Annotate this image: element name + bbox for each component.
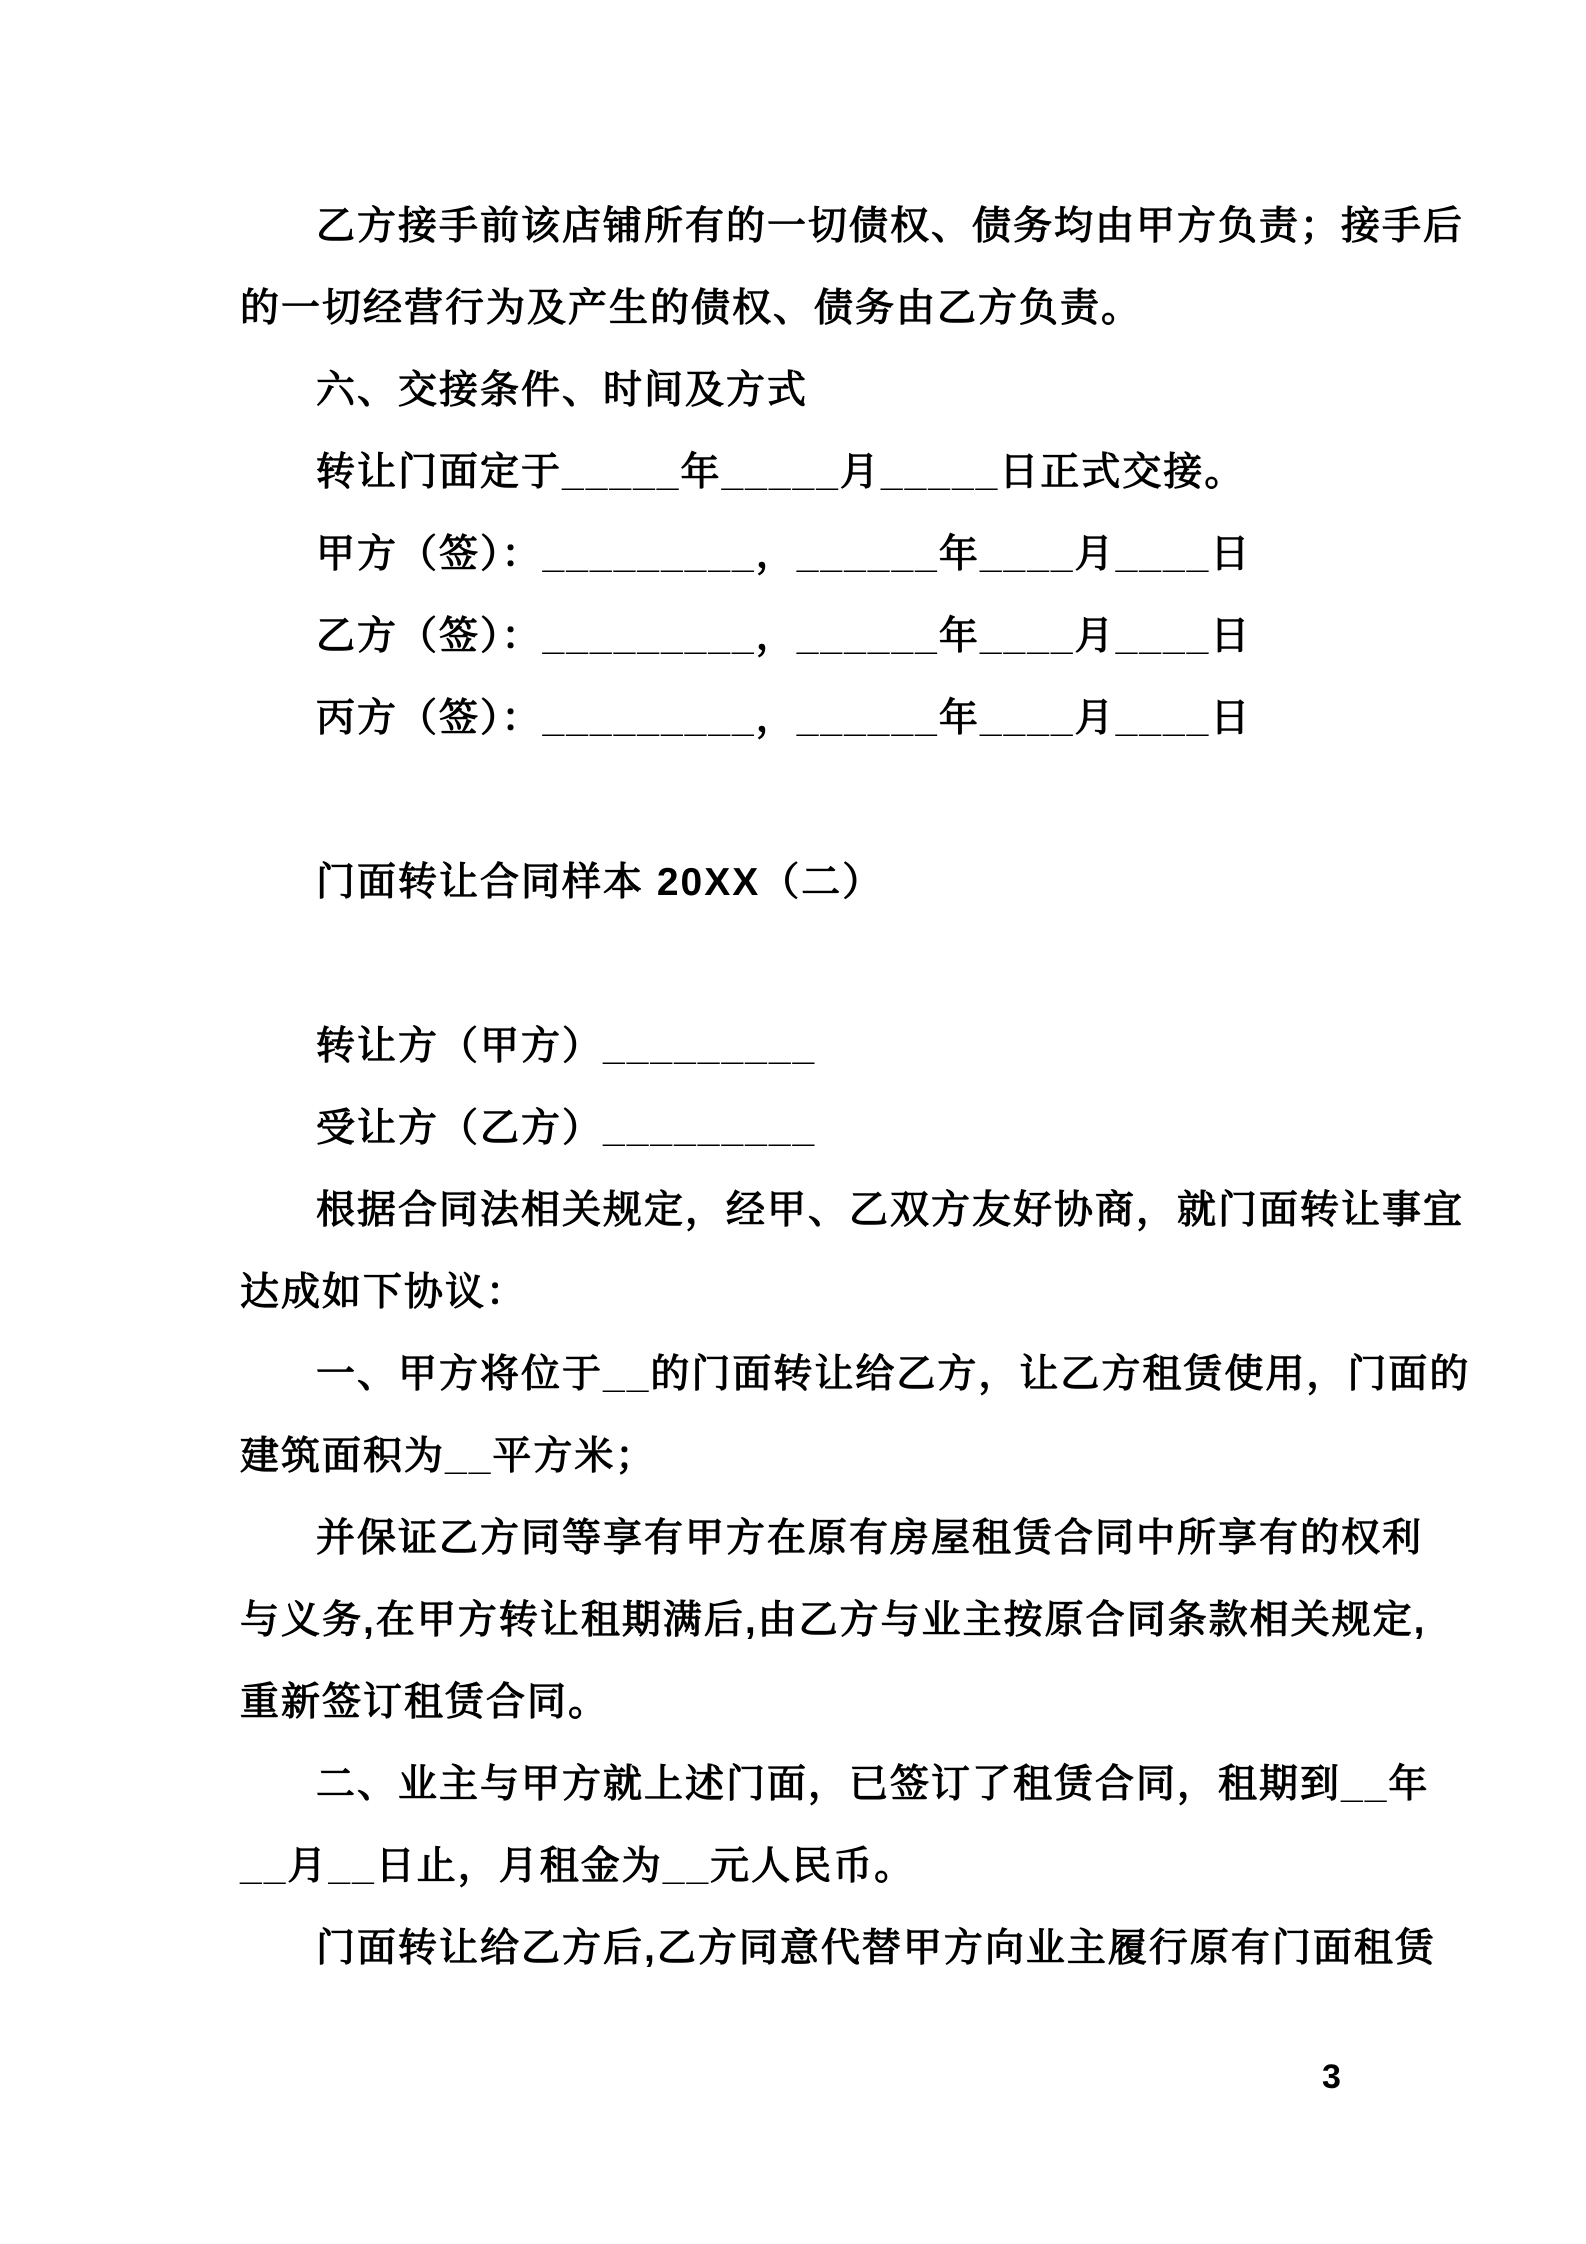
paragraph-line: 的一切经营行为及产生的债权、债务由乙方负责。 <box>240 287 1143 330</box>
signature-line-party-a: 甲方（签）：_________，______年____月____日 <box>316 533 1252 576</box>
paragraph-line: 重新签订租赁合同。 <box>240 1681 610 1724</box>
contract-title: 门面转让合同样本 20XX（二） <box>316 861 884 904</box>
blank-line <box>240 760 1360 842</box>
paragraph-line: 与义务,在甲方转让租期满后,由乙方与业主按原合同条款相关规定, <box>240 1599 1427 1642</box>
paragraph-line: 并保证乙方同等享有甲方在原有房屋租赁合同中所享有的权利 <box>316 1517 1424 1560</box>
blank-line <box>240 924 1360 1006</box>
paragraph-line: 根据合同法相关规定，经甲、乙双方友好协商，就门面转让事宜 <box>316 1189 1465 1232</box>
page-number: 3 <box>1322 2058 1341 2096</box>
clause-one-line: 建筑面积为__平方米； <box>240 1435 657 1478</box>
signature-line-party-c: 丙方（签）：_________，______年____月____日 <box>316 697 1252 740</box>
paragraph-line: 乙方接手前该店铺所有的一切债权、债务均由甲方负责；接手后 <box>316 205 1465 248</box>
clause-two-line: 二、业主与甲方就上述门面，已签订了租赁合同，租期到__年 <box>316 1763 1430 1806</box>
signature-line-party-b: 乙方（签）：_________，______年____月____日 <box>316 615 1252 658</box>
fill-in-line: 转让门面定于_____年_____月_____日正式交接。 <box>316 451 1246 494</box>
transferor-line: 转让方（甲方）_________ <box>316 1025 817 1068</box>
paragraph-line: 门面转让给乙方后,乙方同意代替甲方向业主履行原有门面租赁 <box>316 1927 1436 1970</box>
transferee-line: 受让方（乙方）_________ <box>316 1107 817 1150</box>
document-body <box>240 186 1471 1990</box>
clause-two-line: __月__日止，月租金为__元人民币。 <box>240 1845 916 1888</box>
paragraph-line: 达成如下协议： <box>240 1271 528 1314</box>
section-heading: 六、交接条件、时间及方式 <box>316 369 809 412</box>
clause-one-line: 一、甲方将位于__的门面转让给乙方，让乙方租赁使用，门面的 <box>316 1353 1471 1396</box>
